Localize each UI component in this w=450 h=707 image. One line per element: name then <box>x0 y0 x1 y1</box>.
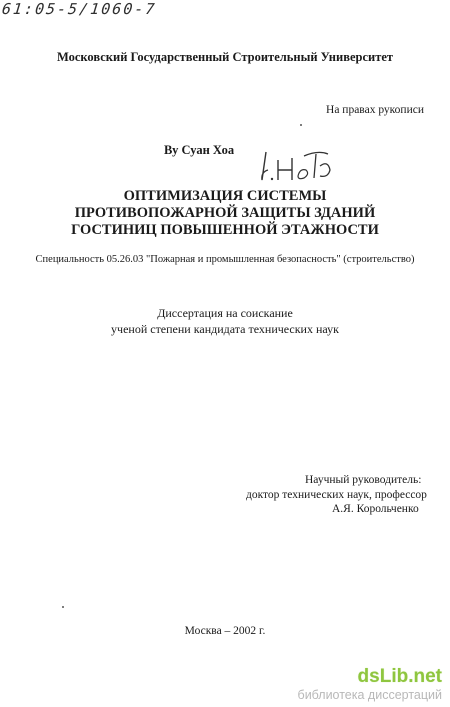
dissertation-title <box>0 188 450 239</box>
scan-speck <box>62 606 64 608</box>
specialty-line: Специальность 05.26.03 "Пожарная и промышленная безопасность" (строительство) <box>35 254 415 265</box>
title-line: ОПТИМИЗАЦИЯ СИСТЕМЫ <box>123 188 327 204</box>
title-line: ГОСТИНИЦ ПОВЫШЕННОЙ ЭТАЖНОСТИ <box>71 222 379 238</box>
signature-icon <box>258 146 348 186</box>
title-line: ПРОТИВОПОЖАРНОЙ ЗАЩИТЫ ЗДАНИЙ <box>74 205 376 221</box>
degree-statement <box>0 305 450 337</box>
supervisor-degree: доктор технических наук, профессор <box>246 489 427 501</box>
supervisor-name: А.Я. Корольченко <box>332 503 419 515</box>
supervisor-label: Научный руководитель: <box>305 474 422 486</box>
university-name: Московский Государственный Строительный Университет <box>56 50 394 64</box>
watermark-logo: dsLib.net <box>357 666 442 687</box>
scan-speck <box>300 124 302 126</box>
city-year: Москва – 2002 г. <box>184 625 266 637</box>
author-name: Ву Суан Хоа <box>164 143 235 157</box>
watermark-subtitle: библиотека диссертаций <box>297 688 442 702</box>
rights-note: На правах рукописи <box>326 104 424 116</box>
degree-line: ученой степени кандидата технических наук <box>111 322 339 336</box>
handwritten-archive-number: 61:05-5/1060-7 <box>1 0 158 18</box>
degree-line: Диссертация на соискание <box>157 306 293 320</box>
